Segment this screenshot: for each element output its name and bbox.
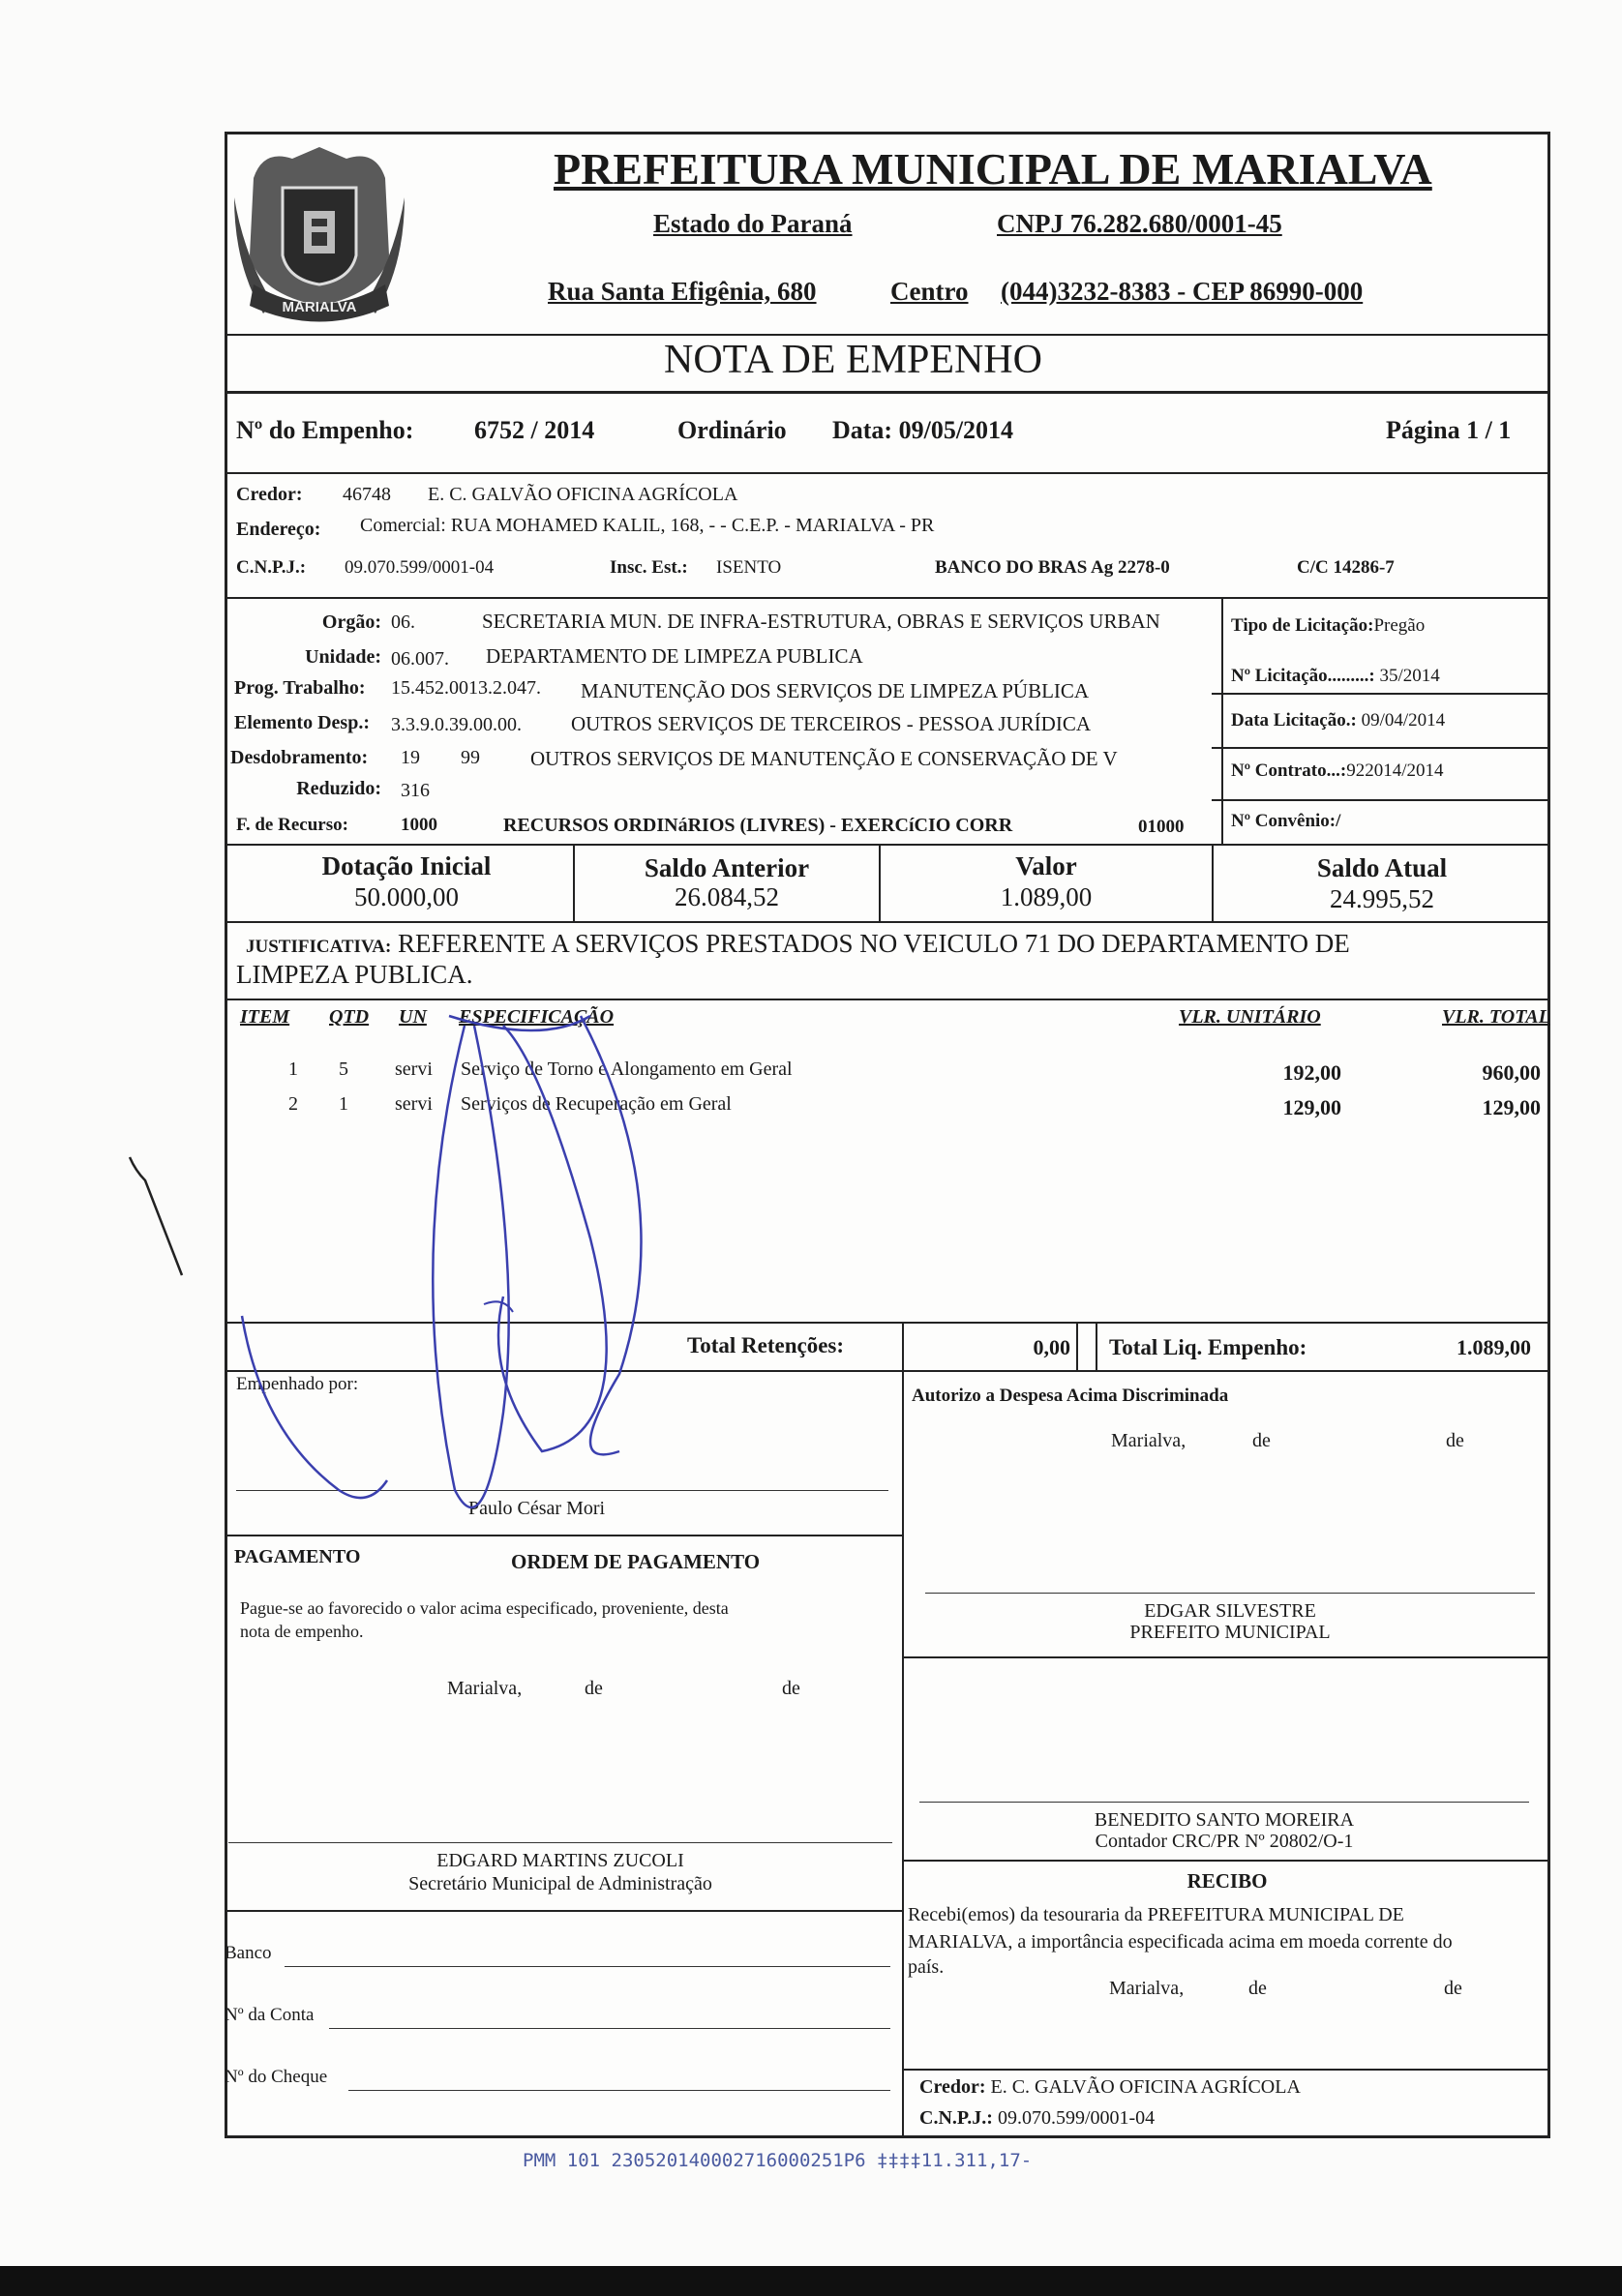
reduzido-label: Reduzido:: [296, 778, 381, 799]
pague-line-1: Pague-se ao favorecido o valor acima especificado, proveniente, desta: [240, 1598, 729, 1618]
pagamento-label: PAGAMENTO: [234, 1546, 361, 1567]
banco-line[interactable]: [285, 1966, 890, 1967]
elemento-label: Elemento Desp.:: [234, 712, 370, 733]
signature-line: [925, 1593, 1535, 1594]
rule: [225, 1910, 902, 1912]
recibo-de-1: de: [1248, 1978, 1267, 1999]
svg-text:MARIALVA: MARIALVA: [282, 299, 357, 315]
contador-role: Contador CRC/PR Nº 20802/O-1: [1095, 1831, 1354, 1852]
desdobramento-code-2: 99: [461, 747, 480, 768]
item-row-1-total: 960,00: [1482, 1060, 1541, 1085]
dotacao-value: 50.000,00: [354, 882, 459, 911]
bank-info: BANCO DO BRAS Ag 2278-0: [935, 557, 1170, 578]
rule: [1212, 747, 1550, 749]
insc-value: ISENTO: [716, 557, 782, 578]
autorizo-label: Autorizo a Despesa Acima Discriminada: [912, 1386, 1229, 1406]
item-row-2-esp: Serviços de Recuperação em Geral: [461, 1093, 732, 1115]
empenho-number: 6752 / 2014: [474, 416, 595, 444]
rule: [1221, 597, 1223, 844]
page-number: Página 1 / 1: [1386, 416, 1512, 444]
rule: [225, 472, 1550, 474]
rule: [225, 597, 1550, 599]
item-row-2-total: 129,00: [1482, 1095, 1541, 1119]
prog-code: 15.452.0013.2.047.: [391, 677, 541, 699]
rule: [225, 844, 1550, 846]
municipality-title: PREFEITURA MUNICIPAL DE MARIALVA: [554, 144, 1432, 194]
secretario-name: EDGARD MARTINS ZUCOLI: [436, 1850, 684, 1871]
rule: [902, 1860, 1550, 1862]
orgao-value: SECRETARIA MUN. DE INFRA-ESTRUTURA, OBRAS E SERVIÇOS URBAN: [482, 610, 1160, 633]
signature-line: [236, 1490, 888, 1491]
item-row-1-un: servi: [395, 1059, 433, 1080]
empenhado-label: Empenhado por:: [236, 1374, 359, 1394]
state-label: Estado do Paraná: [653, 209, 853, 238]
desdobramento-code-1: 19: [401, 747, 420, 768]
desdobramento-value: OUTROS SERVIÇOS DE MANUTENÇÃO E CONSERVAÇÃO DE V: [530, 747, 1118, 770]
rule: [225, 334, 1550, 336]
endereco-label: Endereço:: [236, 519, 321, 540]
empenhado-name: Paulo César Mori: [468, 1498, 606, 1519]
rule: [225, 1535, 902, 1536]
pague-line-2: nota de empenho.: [240, 1622, 364, 1641]
total-retencoes-label: Total Retenções:: [687, 1333, 845, 1357]
column-header-especificacao: ESPECIFICAÇÃO: [459, 1006, 615, 1028]
prog-value: MANUTENÇÃO DOS SERVIÇOS DE LIMPEZA PÚBLICA: [581, 679, 1090, 702]
recibo-cnpj: C.N.P.J.: 09.070.599/0001-04: [919, 2107, 1156, 2129]
recibo-title: RECIBO: [1186, 1869, 1268, 1893]
data-licitacao: Data Licitação.: 09/04/2014: [1231, 710, 1446, 731]
item-row-1-item: 1: [288, 1059, 298, 1080]
rule: [1212, 693, 1550, 695]
empenho-date: Data: 09/05/2014: [832, 416, 1014, 444]
pagamento-de-2: de: [782, 1678, 800, 1699]
recibo-line-1: Recebi(emos) da tesouraria da PREFEITURA MUNICIPAL DE: [908, 1904, 1404, 1925]
prefeito-name: EDGAR SILVESTRE: [1144, 1600, 1316, 1622]
saldo-anterior-value: 26.084,52: [675, 882, 779, 911]
recurso-code-2: 01000: [1138, 817, 1185, 837]
validation-stamp: PMM 101 230520140002716000251P6 ‡‡‡‡11.311,17-: [523, 2150, 1033, 2171]
item-row-1-qtd: 5: [339, 1059, 348, 1080]
valor-label: Valor: [1015, 851, 1077, 880]
cheque-label: Nº do Cheque: [225, 2067, 328, 2087]
dotacao-label: Dotação Inicial: [321, 851, 492, 880]
address-district: Centro: [890, 277, 969, 306]
rule: [902, 2069, 1550, 2071]
credor-code: 46748: [343, 484, 391, 505]
rule: [902, 1656, 1550, 1658]
column-header-qtd: QTD: [329, 1006, 370, 1028]
recibo-de-2: de: [1444, 1978, 1462, 1999]
column-header-valor-unitario: VLR. UNITÁRIO: [1179, 1006, 1321, 1028]
item-row-2-unit: 129,00: [1282, 1095, 1341, 1119]
pagamento-de-1: de: [585, 1678, 603, 1699]
column-header-un: UN: [399, 1006, 427, 1028]
endereco-value: Comercial: RUA MOHAMED KALIL, 168, - - C.E.P. - MARIALVA - PR: [360, 515, 935, 536]
rule: [225, 1370, 1550, 1372]
bank-account: C/C 14286-7: [1297, 557, 1395, 578]
recurso-value: RECURSOS ORDINáRIOS (LIVRES) - EXERCíCIO CORR: [503, 815, 1013, 836]
banco-label: Banco: [225, 1943, 272, 1963]
total-liquido-value: 1.089,00: [1457, 1335, 1531, 1359]
recibo-line-3: país.: [908, 1956, 945, 1978]
signature-line: [228, 1842, 892, 1843]
autorizo-de-2: de: [1446, 1430, 1464, 1451]
empenho-number-label: Nº do Empenho:: [236, 416, 414, 444]
rule: [902, 1322, 904, 2138]
numero-convenio: Nº Convênio:/: [1231, 811, 1341, 831]
numero-licitacao: Nº Licitação.........: 35/2014: [1231, 666, 1440, 686]
address-street: Rua Santa Efigênia, 680: [548, 277, 817, 306]
rule: [225, 391, 1550, 394]
tipo-licitacao: Tipo de Licitação:Pregão: [1231, 615, 1426, 636]
ordem-pagamento-label: ORDEM DE PAGAMENTO: [511, 1550, 761, 1573]
justificativa-line-1: JUSTIFICATIVA: REFERENTE A SERVIÇOS PRESTADOS NO VEICULO 71 DO DEPARTAMENTO DE: [246, 929, 1350, 958]
credor-name: E. C. GALVÃO OFICINA AGRÍCOLA: [428, 484, 738, 505]
justificativa-line-2: LIMPEZA PUBLICA.: [236, 960, 473, 989]
desdobramento-label: Desdobramento:: [230, 747, 369, 768]
address-phone-cep: (044)3232-8383 - CEP 86990-000: [1001, 277, 1364, 306]
item-row-2-un: servi: [395, 1093, 433, 1115]
orgao-label: Orgão:: [321, 611, 381, 633]
rule: [225, 999, 1550, 1000]
scan-border: [0, 2266, 1622, 2296]
cnpj-credor-label: C.N.P.J.:: [236, 557, 307, 578]
elemento-value: OUTROS SERVIÇOS DE TERCEIROS - PESSOA JURÍDICA: [571, 712, 1092, 735]
item-row-1-esp: Serviço de Torno e Alongamento em Geral: [461, 1059, 793, 1080]
secretario-role: Secretário Municipal de Administração: [408, 1873, 712, 1894]
elemento-code: 3.3.9.0.39.00.00.: [391, 714, 522, 735]
conta-line[interactable]: [329, 2028, 890, 2029]
reduzido-value: 316: [401, 780, 430, 801]
valor-value: 1.089,00: [1000, 882, 1093, 911]
prog-label: Prog. Trabalho:: [234, 677, 366, 699]
rule: [225, 921, 1550, 923]
credor-label: Credor:: [236, 484, 303, 505]
autorizo-de-1: de: [1252, 1430, 1271, 1451]
signature-line: [919, 1802, 1529, 1803]
unidade-label: Unidade:: [305, 646, 381, 668]
rule: [225, 1322, 1550, 1324]
orgao-code: 06.: [391, 611, 415, 633]
conta-label: Nº da Conta: [225, 2005, 315, 2025]
insc-label: Insc. Est.:: [610, 557, 688, 578]
total-liquido-label: Total Liq. Empenho:: [1109, 1335, 1307, 1359]
column-header-valor-total: VLR. TOTAL: [1442, 1006, 1550, 1028]
cnpj-credor-value: 09.070.599/0001-04: [345, 557, 495, 578]
column-header-item: ITEM: [240, 1006, 290, 1028]
recurso-code: 1000: [401, 815, 437, 835]
saldo-atual-label: Saldo Atual: [1316, 853, 1448, 882]
autorizo-local: Marialva,: [1111, 1430, 1186, 1451]
item-row-1-unit: 192,00: [1282, 1060, 1341, 1085]
recibo-credor: Credor: E. C. GALVÃO OFICINA AGRÍCOLA: [919, 2076, 1301, 2098]
numero-contrato: Nº Contrato...:922014/2014: [1231, 760, 1444, 781]
empenho-type: Ordinário: [677, 416, 787, 444]
rule: [1212, 799, 1550, 801]
cnpj-label: CNPJ 76.282.680/0001-45: [997, 209, 1282, 238]
rule: [1096, 1322, 1097, 1370]
recurso-label: F. de Recurso:: [236, 815, 348, 835]
cheque-line[interactable]: [348, 2090, 890, 2091]
prefeito-role: PREFEITO MUNICIPAL: [1129, 1622, 1331, 1643]
saldo-anterior-label: Saldo Anterior: [644, 853, 810, 882]
recibo-line-2: MARIALVA, a importância especificada acima em moeda corrente do: [908, 1931, 1453, 1953]
item-row-2-qtd: 1: [339, 1093, 348, 1115]
document-title: NOTA DE EMPENHO: [664, 338, 1042, 382]
contador-name: BENEDITO SANTO MOREIRA: [1094, 1809, 1355, 1831]
total-retencoes-value: 0,00: [1033, 1335, 1070, 1359]
item-row-2-item: 2: [288, 1093, 298, 1115]
recibo-local: Marialva,: [1109, 1978, 1185, 1999]
unidade-value: DEPARTAMENTO DE LIMPEZA PUBLICA: [486, 644, 863, 668]
saldo-atual-value: 24.995,52: [1330, 884, 1434, 913]
rule: [1076, 1322, 1078, 1370]
unidade-code: 06.007.: [391, 648, 449, 670]
pagamento-local: Marialva,: [447, 1678, 523, 1699]
municipal-crest-icon: [234, 139, 405, 333]
